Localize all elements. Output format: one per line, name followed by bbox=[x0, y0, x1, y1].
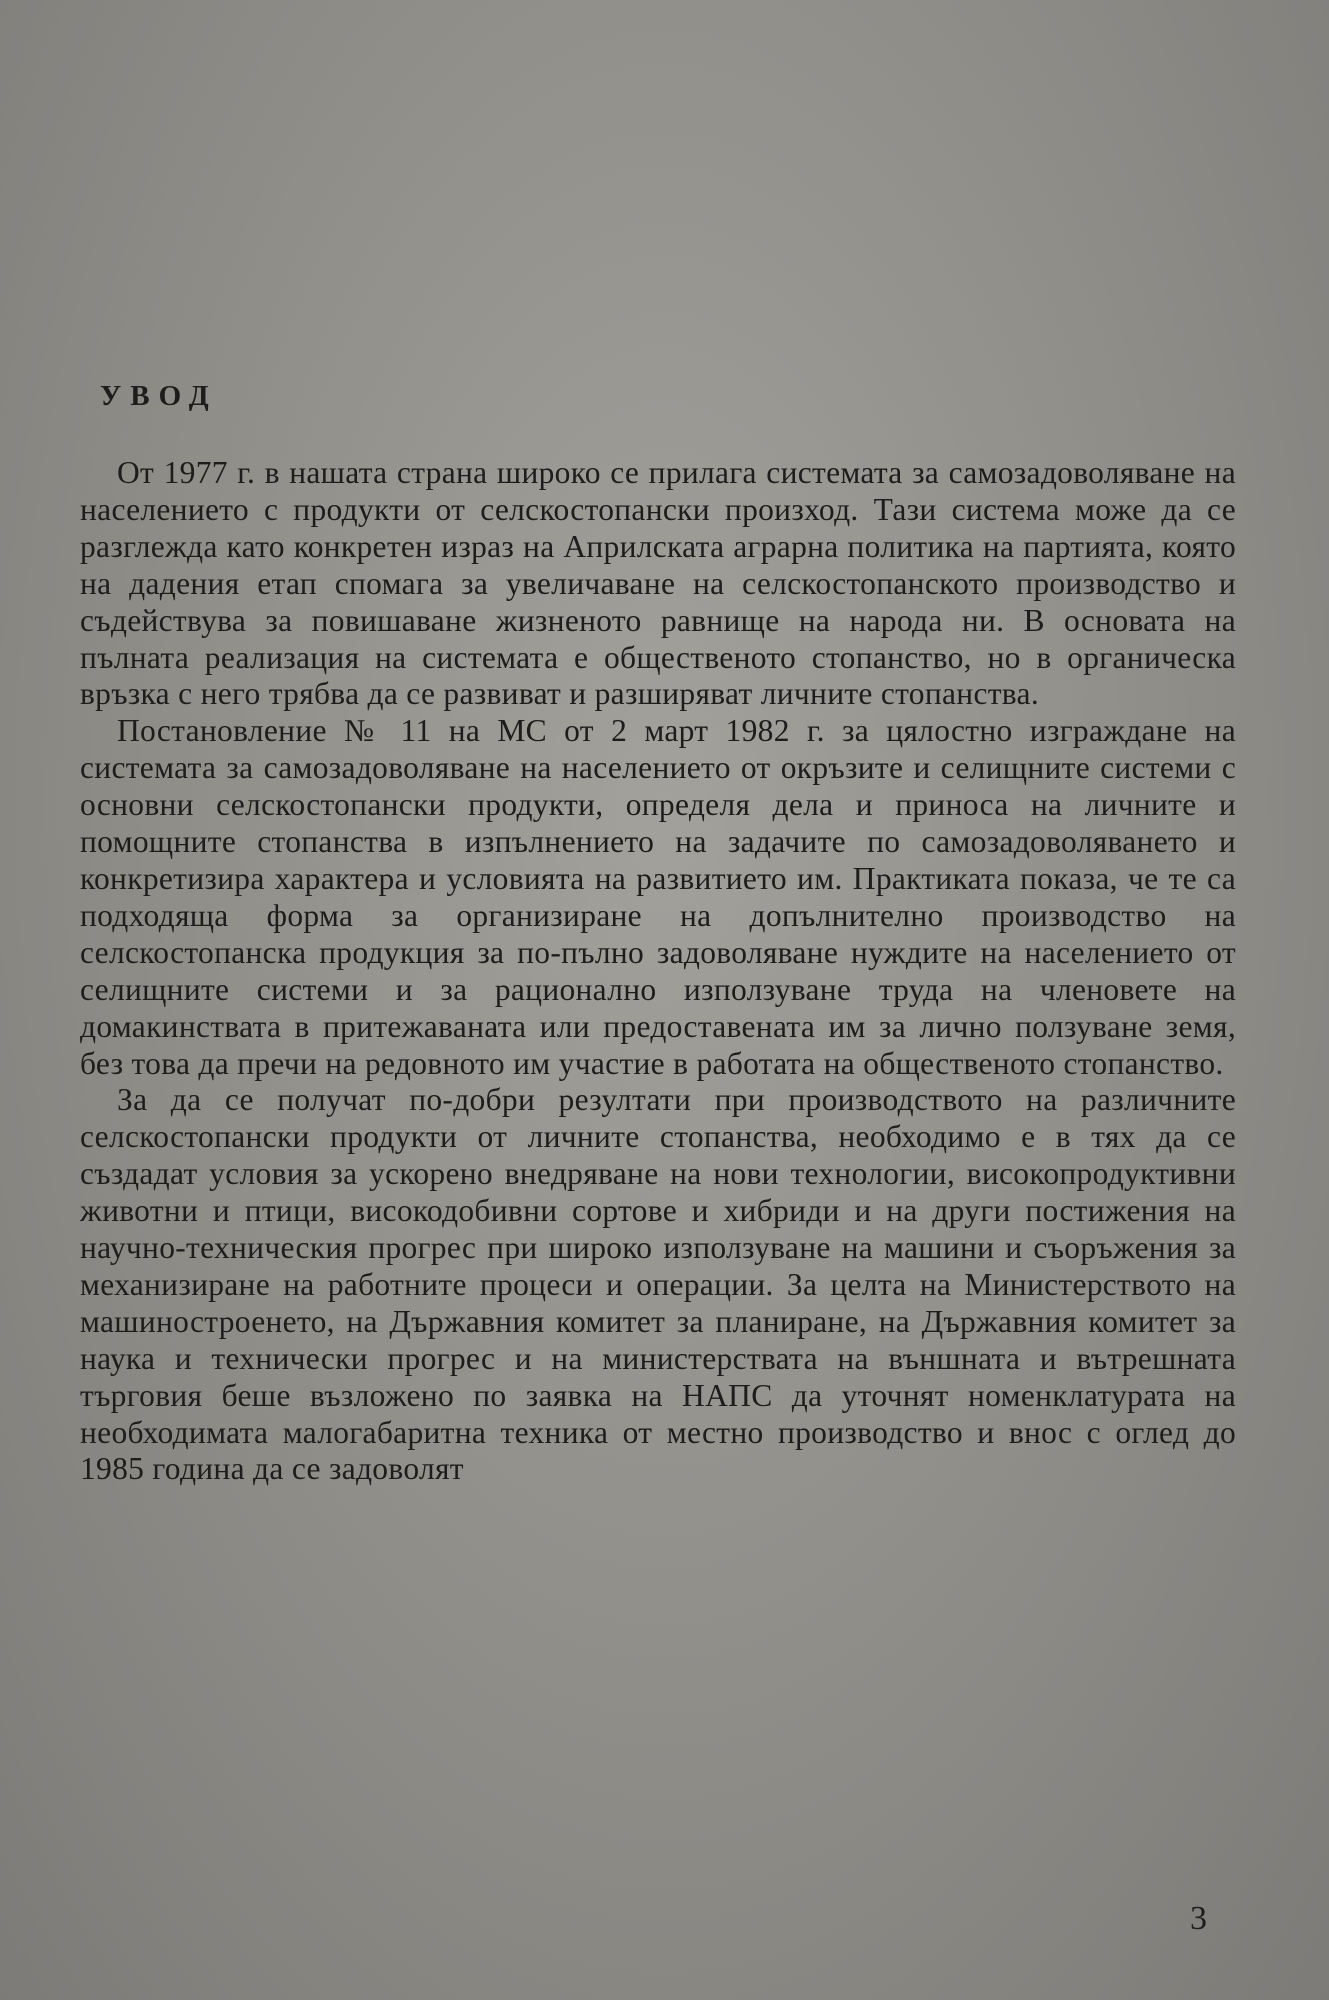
page-number: 3 bbox=[1190, 1900, 1207, 1937]
paragraph-2: Постановление № 11 на МС от 2 март 1982 г. за цялостно изграждане на системата за самозадоволяване на населението от окръзите и селищните системи с основни селскостопански продукти, определя дела и приноса на личните и помощните стопанства в изпълнението на задачите по самозадоволяването и конкретизира характера и условията на развитието им. Практиката показа, че те са подходяща форма за организиране на допълнително производство на селскостопанска продукция за по-пълно задоволяване нуждите на населението от селищните системи и за рационално използуване труда на членовете на домакинствата в притежаваната или предоставената им за лично ползуване земя, без това да пречи на редовното им участие в работата на общественото стопанство. bbox=[80, 713, 1236, 1081]
paragraph-3: За да се получат по-добри резултати при производството на различните селскостопански продукти от личните стопанства, необходимо е в тях да се създадат условия за ускорено внедряване на нови технологии, високопродуктивни животни и птици, високодобивни сортове и хибриди и на други постижения на научно-техническия прогрес при широко използуване на машини и съоръжения за механизиране на работните процеси и операции. За целта на Министерството на машиностроенето, на Държавния комитет за планиране, на Държавния комитет за наука и технически прогрес и на министерствата на външната и вътрешната търговия беше възложено по заявка на НАПС да уточнят номенклатурата на необходимата малогабаритна техника от местно производство и внос с оглед до 1985 година да се задоволят bbox=[80, 1082, 1236, 1487]
paragraph-1: От 1977 г. в нашата страна широко се прилага системата за самозадоволяване на населението с продукти от селскостопански произход. Тази система може да се разглежда като конкретен израз на Априлската аграрна политика на партията, която на дадения етап спомага за увеличаване на селскостопанското производство и съдействува за повишаване жизненото равнище на народа ни. В основата на пълната реализация на системата е общественото стопанство, но в органическа връзка с него трябва да се развиват и разширяват личните стопанства. bbox=[80, 455, 1236, 712]
body-text bbox=[80, 455, 1236, 1488]
section-heading: УВОД bbox=[100, 380, 218, 412]
